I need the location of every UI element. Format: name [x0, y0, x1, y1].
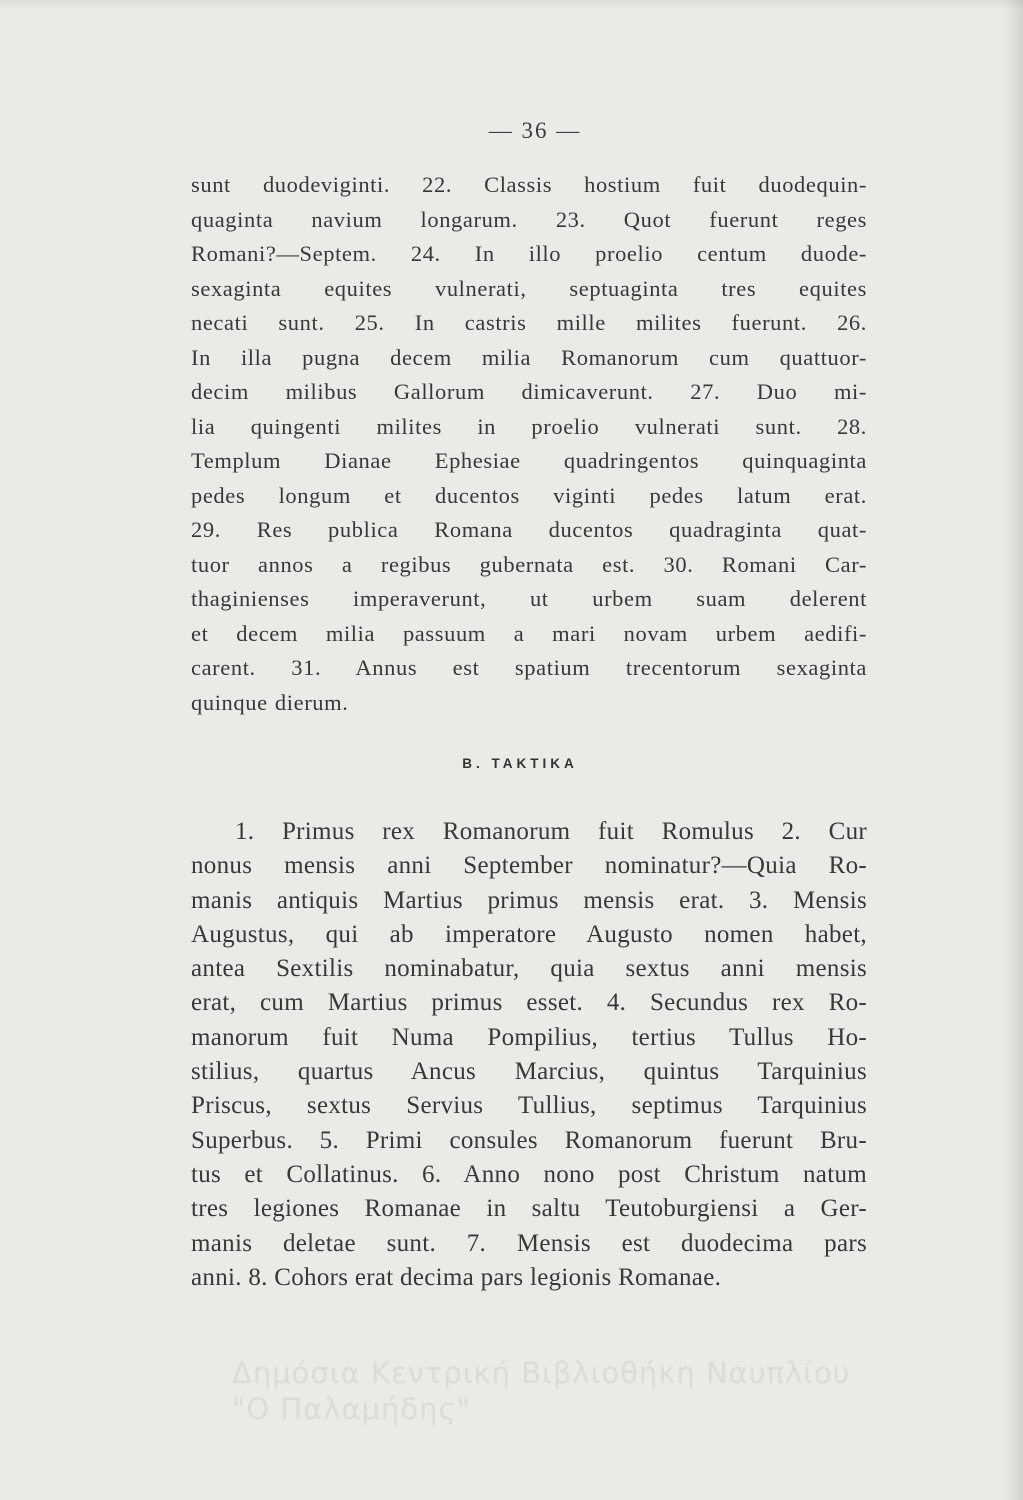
- text-line: stilius, quartus Ancus Marcius, quintus Tarquinius: [191, 1058, 867, 1086]
- taktika-exercise-text: [191, 815, 867, 1295]
- text-line: manorum fuit Numa Pompilius, tertius Tullus Ho-: [191, 1023, 867, 1051]
- text-line: In illa pugna decem milia Romanorum cum quattuor-: [191, 344, 867, 370]
- text-line: decim milibus Gallorum dimicaverunt. 27. Duo mi-: [191, 379, 867, 404]
- section-heading: B. TAKTIKA: [462, 756, 578, 771]
- text-line: nonus mensis anni September nominatur?—Quia Ro-: [191, 852, 867, 880]
- watermark-line: Δημόσια Κεντρική Βιβλιοθήκη Ναυπλίου: [232, 1356, 851, 1390]
- text-line: carent. 31. Annus est spatium trecentorum sexaginta: [191, 655, 867, 680]
- text-line: quaginta navium longarum. 23. Quot fuerunt reges: [191, 206, 867, 232]
- page-number: — 36 —: [488, 118, 582, 143]
- text-line: anni. 8. Cohors erat decima pars legionis Romanae.: [191, 1263, 722, 1291]
- text-line: 29. Res publica Romana ducentos quadraginta quat-: [191, 517, 867, 542]
- text-line: Templum Dianae Ephesiae quadringentos quinquaginta: [191, 448, 867, 473]
- page-right-shadow: [1003, 0, 1023, 1500]
- text-line: erat, cum Martius primus esset. 4. Secundus rex Ro-: [191, 989, 867, 1017]
- text-line: quinque dierum.: [191, 689, 349, 715]
- text-line: et decem milia passuum a mari novam urbem aedifi-: [191, 620, 867, 646]
- text-line: sunt duodeviginti. 22. Classis hostium fuit duodequin-: [191, 172, 867, 197]
- text-line: pedes longum et ducentos viginti pedes latum erat.: [191, 482, 867, 508]
- text-line: Romani?—Septem. 24. In illo proelio centum duode-: [191, 241, 867, 266]
- text-line: Superbus. 5. Primi consules Romanorum fuerunt Bru-: [191, 1126, 867, 1154]
- text-line: sexaginta equites vulnerati, septuaginta tres equites: [191, 275, 867, 301]
- text-line: 1. Primus rex Romanorum fuit Romulus 2. Cur: [235, 818, 867, 845]
- text-line: necati sunt. 25. In castris mille milites fuerunt. 26.: [191, 310, 867, 335]
- numbers-exercise-text: [191, 168, 867, 720]
- library-watermark: [232, 1355, 992, 1427]
- text-line: Augustus, qui ab imperatore Augusto nomen habet,: [191, 920, 867, 948]
- text-line: tus et Collatinus. 6. Anno nono post Christum natum: [191, 1160, 867, 1188]
- text-line: lia quingenti milites in proelio vulnerati sunt. 28.: [191, 413, 867, 439]
- page-top-shadow: [0, 0, 1023, 10]
- watermark-line: "Ο Παλαμήδης": [232, 1392, 471, 1426]
- text-line: thaginienses imperaverunt, ut urbem suam delerent: [191, 586, 867, 611]
- text-line: tres legiones Romanae in saltu Teutoburgiensi a Ger-: [191, 1195, 867, 1223]
- text-line: manis deletae sunt. 7. Mensis est duodecima pars: [191, 1229, 867, 1257]
- text-line: Priscus, sextus Servius Tullius, septimus Tarquinius: [191, 1092, 867, 1120]
- text-line: manis antiquis Martius primus mensis erat. 3. Mensis: [191, 886, 867, 914]
- text-line: antea Sextilis nominabatur, quia sextus anni mensis: [191, 955, 867, 983]
- text-line: tuor annos a regibus gubernata est. 30. Romani Car-: [191, 551, 867, 577]
